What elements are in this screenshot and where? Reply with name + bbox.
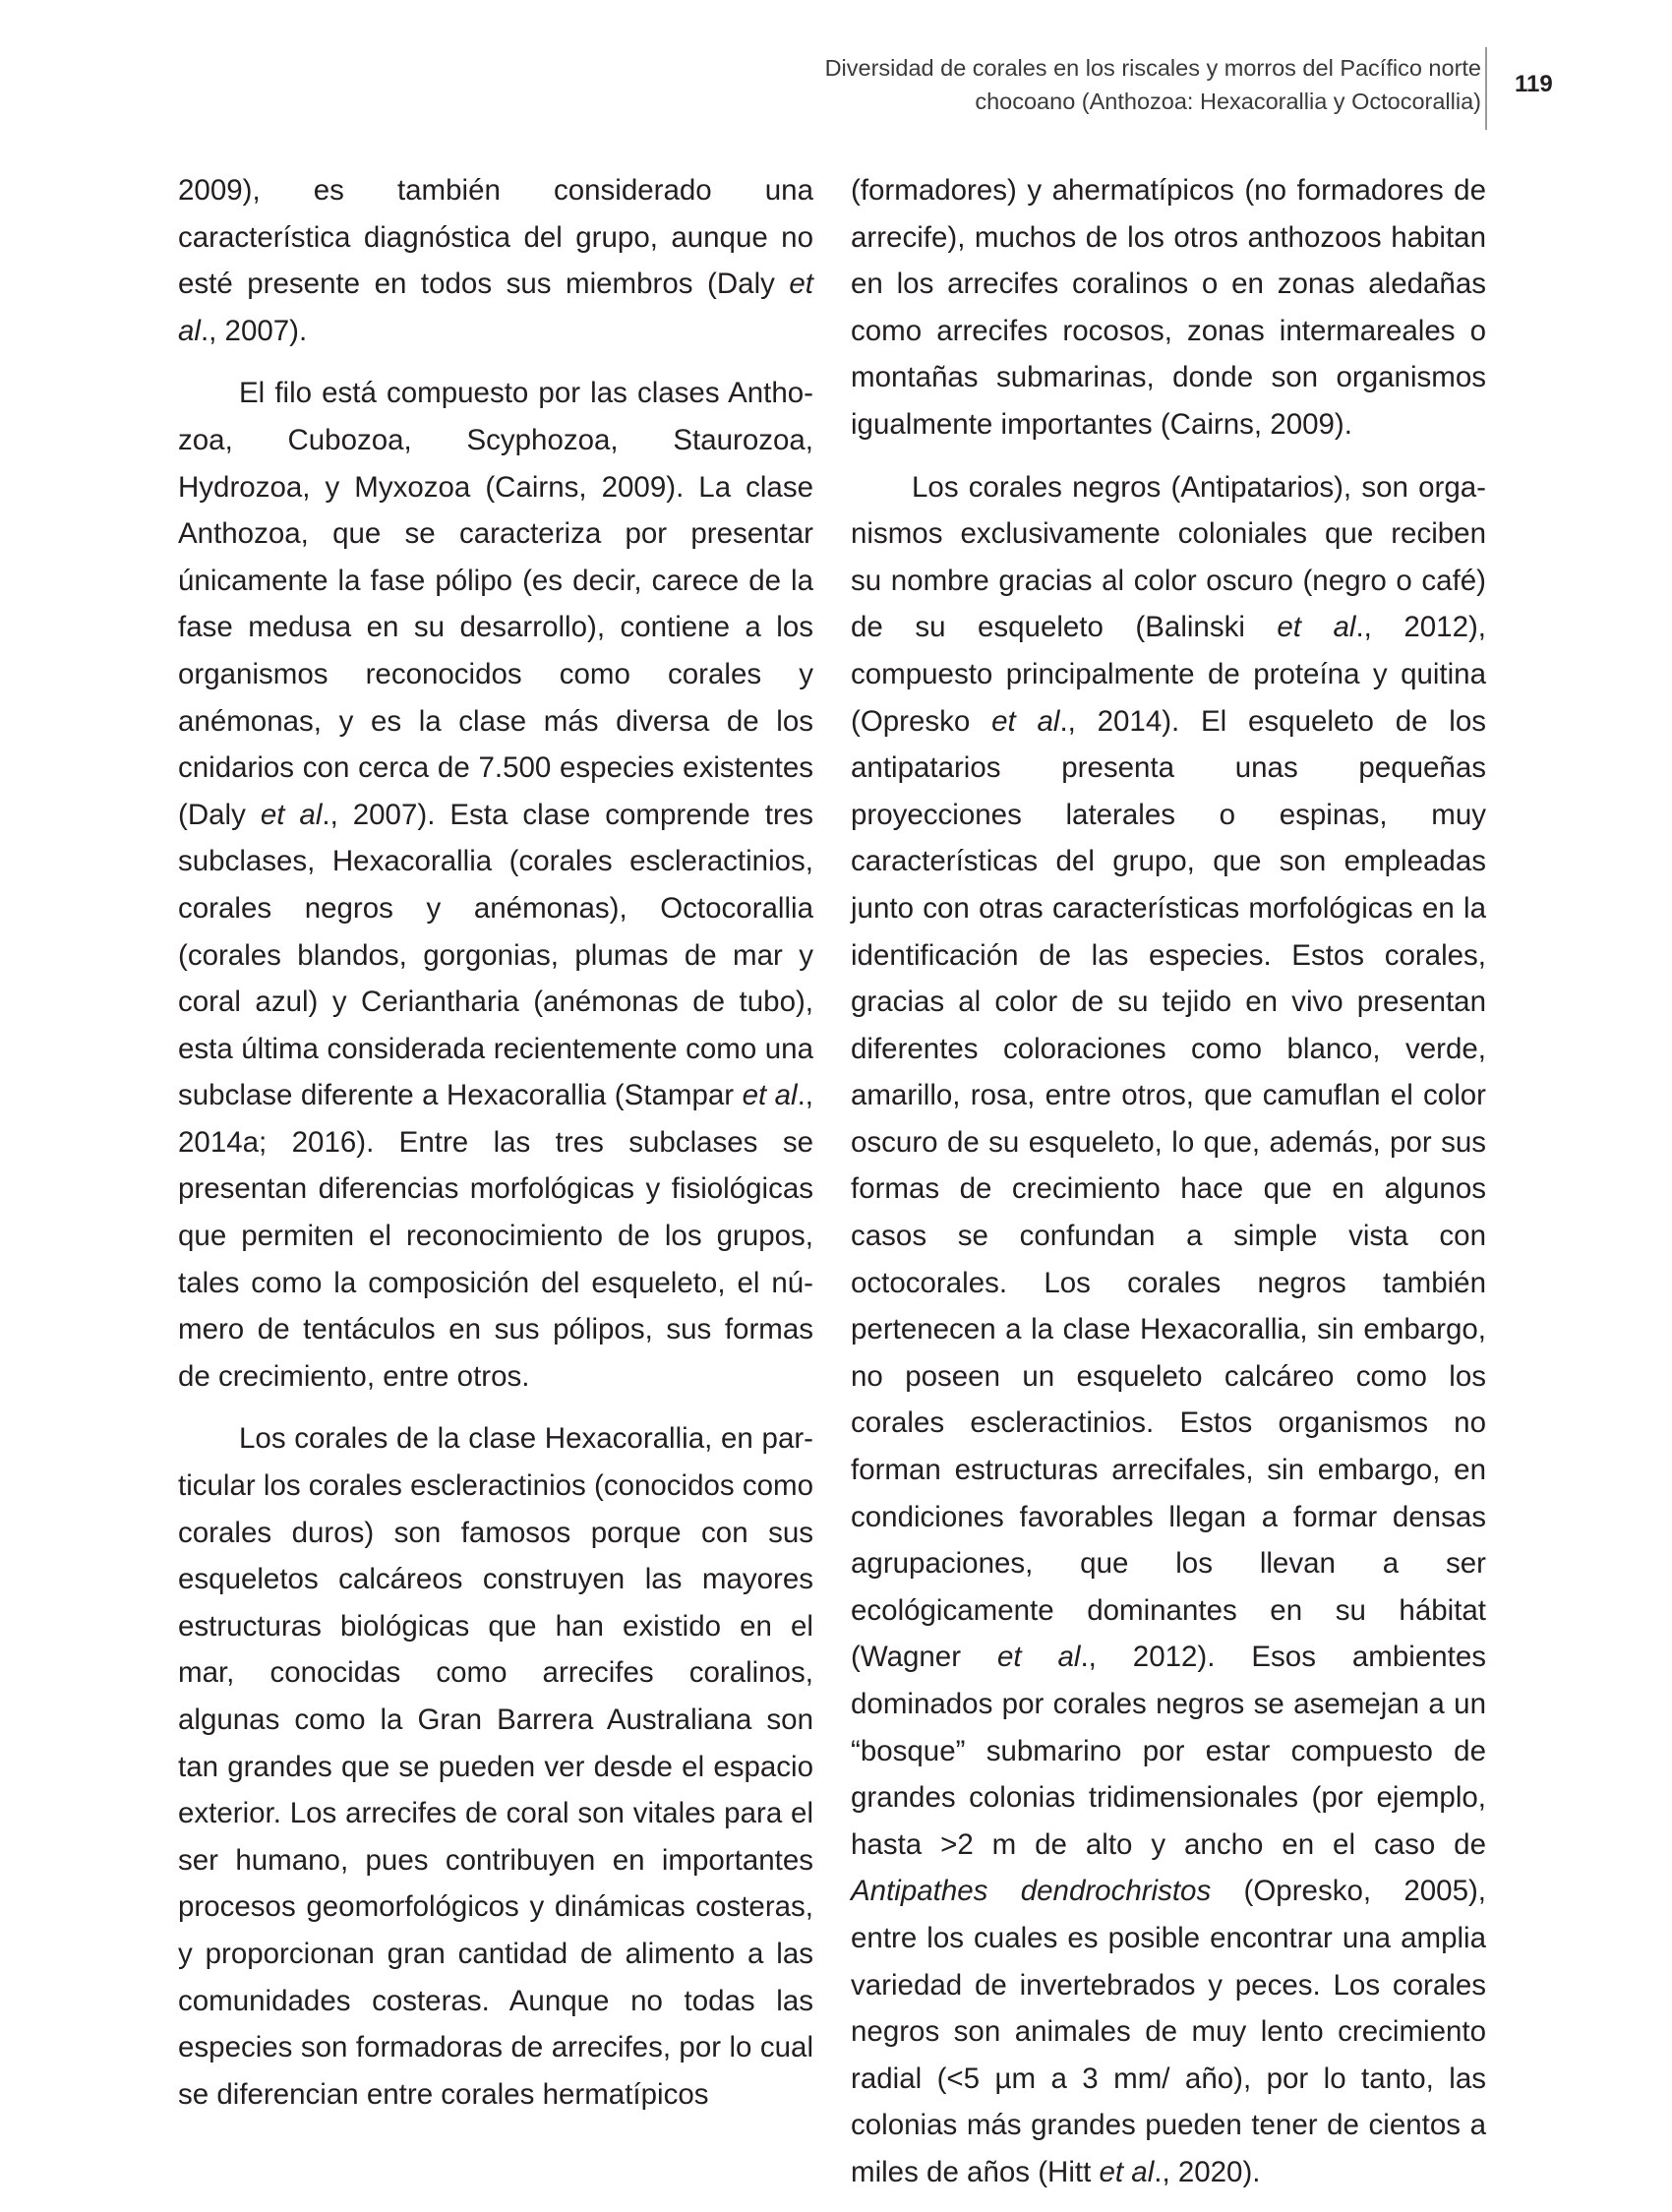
running-title-line-1: Diversidad de corales en los riscales y morros del Pacífico norte (824, 55, 1481, 81)
paragraph-continuation-right: (formadores) y ahermatípicos (no formadores de arrecife), muchos de los otros anthozoos habitan en los arrecifes coralinos o en zonas aledañas como arrecifes rocosos, zonas intermareales o montañas submarinas, donde son organismos igualmente importantes (Cairns, 2009). (851, 174, 1486, 441)
header-divider (1485, 47, 1487, 130)
paragraph-anthozoa-classes: El filo está compuesto por las clases Anthozoa, Cubozoa, Scyphozoa, Staurozoa, Hydrozoa, y Myxozoa (Cairns, 2009). La clase Anthozoa, que se caracteriza por presentar únicamente la fase pólipo (es decir, carece de la fase medusa en su desarrollo), contiene a los organismos reconocidos como corales y anémonas, y es la clase más diversa de los cnidarios con cerca de 7.500 especies existentes (Daly et al., 2007). Esta clase comprende tres subclases, Hexacorallia (corales escleractinios, corales negros y anémonas), Octocorallia (corales blandos, gorgonias, plumas de mar y coral azul) y Ceriantharia (anémonas de tubo), esta última considerada recientemente como una subclase diferente a Hexacorallia (Stampar et al., 2014a; 2016). Entre las tres subclases se presentan diferencias morfológicas y fisiológicas que permiten el reconocimiento de los grupos, tales como la composición del esqueleto, el número de tentáculos en sus pólipos, sus formas de crecimiento, entre otros. (178, 377, 813, 1393)
paragraph-hexacorallia: Los corales de la clase Hexacorallia, en particular los corales escleractinios (conocidos como corales duros) son famosos porque con sus esqueletos calcáreos construyen las mayores estructuras biológicas que han existido en el mar, conocidas como arrecifes coralinos, algunas como la Gran Barrera Australiana son tan grandes que se pueden ver desde el espacio exterior. Los arrecifes de coral son vitales para el ser humano, pues contribuyen en importantes procesos geomorfológicos y dinámicas costeras, y proporcionan gran cantidad de alimento a las comunidades costeras. Aunque no todas las especies son formadoras de arrecifes, por lo cual se diferencian entre corales hermatípicos (178, 1422, 813, 2111)
running-title-line-2: chocoano (Anthozoa: Hexacorallia y Octocorallia) (975, 89, 1481, 114)
paragraph-continuation: 2009), es también considerado una característica diagnóstica del grupo, aunque no esté presente en todos sus miembros (Daly et al., 2007). (178, 174, 813, 347)
page-number: 119 (1515, 71, 1553, 97)
running-header (596, 51, 1481, 118)
left-column (178, 167, 813, 2133)
right-column (851, 167, 1486, 2212)
paragraph-black-corals: Los corales negros (Antipatarios), son organismos exclusivamente coloniales que reciben su nombre gracias al color oscuro (negro o café) de su esqueleto (Balinski et al., 2012), compuesto principalmente de proteína y quitina (Opresko et al., 2014). El esqueleto de los antipatarios presenta unas pequeñas proyecciones laterales o espinas, muy características del grupo, que son empleadas junto con otras características morfológicas en la identificación de las especies. Estos corales, gracias al color de su tejido en vivo presentan diferentes coloraciones como blanco, verde, amarillo, rosa, entre otros, que camuflan el color oscuro de su esqueleto, lo que, además, por sus formas de crecimiento hace que en algunos casos se confundan a simple vista con octocorales. Los corales negros también pertenecen a la clase Hexacorallia, sin embargo, no poseen un esqueleto calcáreo como los corales escleractinios. Estos organismos no forman estructuras arrecifales, sin embargo, en condiciones favorables llegan a formar densas agrupaciones, que los llevan a ser ecológicamente dominantes en su hábitat (Wagner et al., 2012). Esos ambientes dominados por corales negros se asemejan a un “bosque” submarino por estar compuesto de grandes colonias tridimensionales (por ejemplo, hasta >2 m de alto y ancho en el caso de Antipathes dendrochristos (Opresko, 2005), entre los cuales es posible encontrar una amplia variedad de invertebrados y peces. Los corales negros son animales de muy lento crecimiento radial (<5 µm a 3 mm/ año), por lo tanto, las colonias más grandes pueden tener de cientos a miles de años (Hitt et al., 2020). (851, 470, 1487, 2188)
